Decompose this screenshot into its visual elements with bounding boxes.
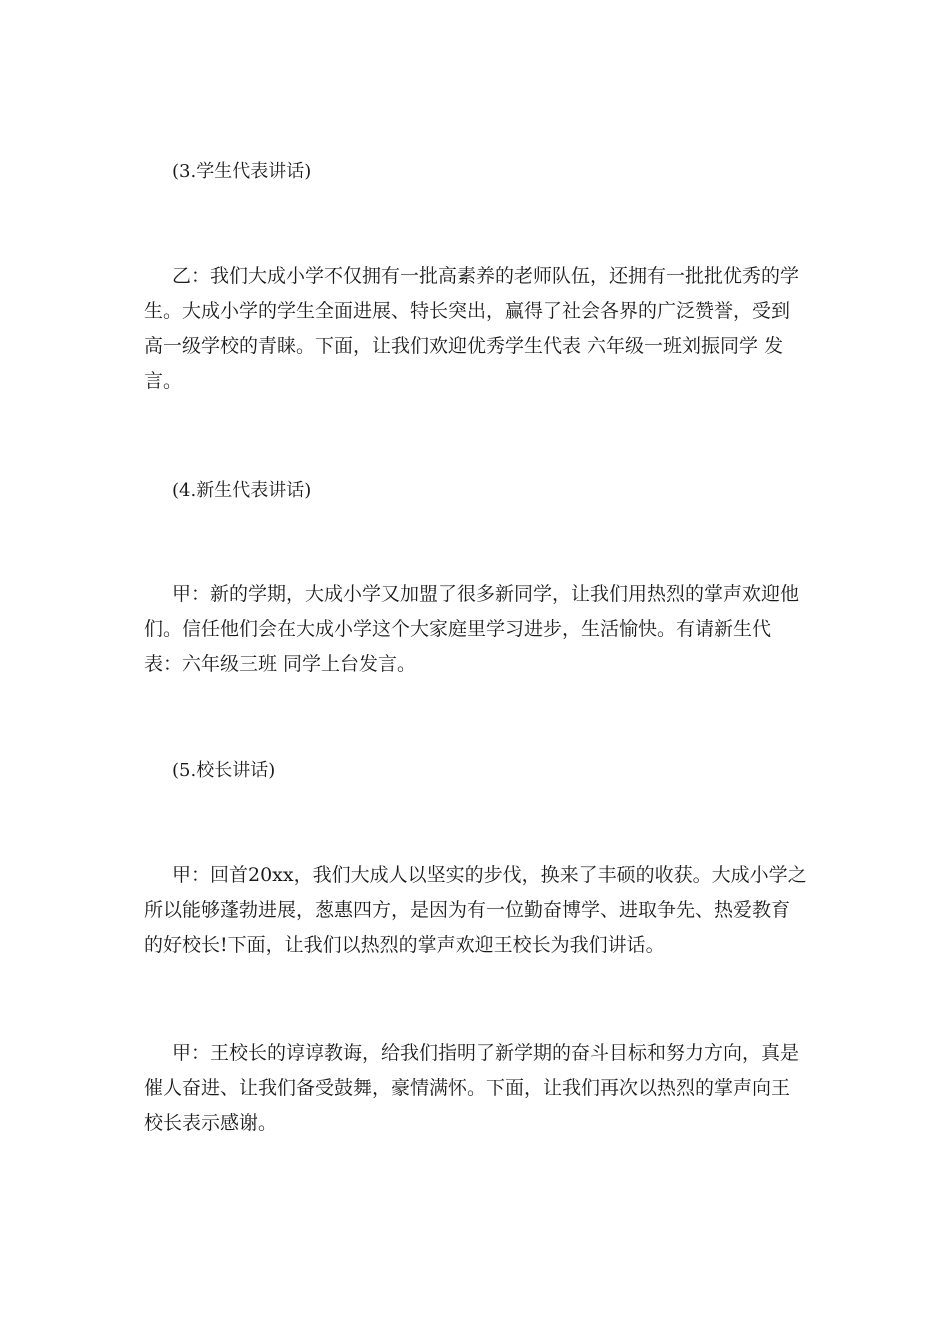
paragraph-student-representative-intro: 乙：我们大成小学不仅拥有一批高素养的老师队伍，还拥有一批批优秀的学生。大成小学的学生全面进展、特长突出，赢得了社会各界的广泛赞誉，受到高一级学校的青睐。下面，让我们欢迎优秀学生代表 六年级一班刘振同学 发言。 [144, 265, 800, 392]
paragraph-new-student-intro: 甲：新的学期，大成小学又加盟了很多新同学，让我们用热烈的掌声欢迎他们。信任他们会在大成小学这个大家庭里学习进步，生活愉快。有请新生代表：六年级三班 同学上台发言。 [144, 583, 800, 675]
section-heading-student-speech: (3.学生代表讲话) [172, 161, 312, 182]
section-heading-principal-speech: (5.校长讲话) [172, 760, 276, 781]
paragraph-principal-thanks: 甲：王校长的谆谆教诲，给我们指明了新学期的奋斗目标和努力方向，真是催人奋进、让我们备受鼓舞，豪情满怀。下面，让我们再次以热烈的掌声向王校长表示感谢。 [144, 1042, 800, 1134]
section-heading-new-student-speech: (4.新生代表讲话) [172, 480, 312, 501]
paragraph-principal-intro: 甲：回首20xx，我们大成人以坚实的步伐，换来了丰硕的收获。大成小学之所以能够蓬勃进展，葱惠四方，是因为有一位勤奋博学、进取争先、热爱教育的好校长!下面，让我们以热烈的掌声欢迎王校长为我们讲话。 [144, 864, 807, 956]
